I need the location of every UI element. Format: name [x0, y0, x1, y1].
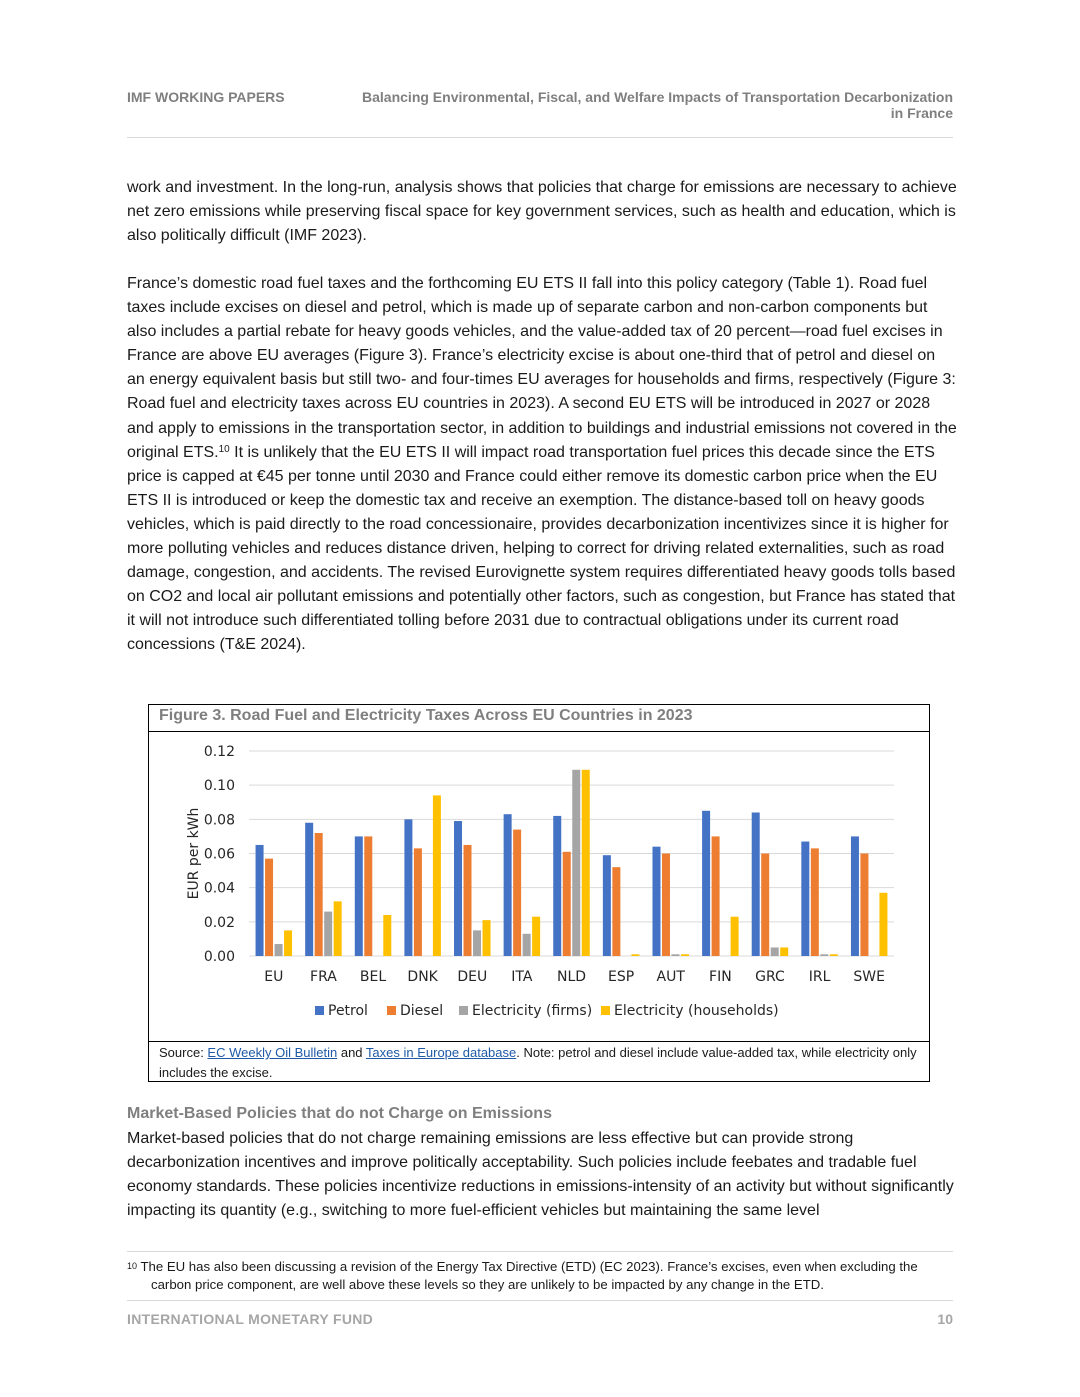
bar-eu-electricity-households — [284, 930, 292, 956]
bar-aut-petrol — [652, 847, 660, 956]
bar-grc-petrol — [752, 813, 760, 957]
bar-dnk-petrol — [404, 819, 412, 956]
x-tick-label: ITA — [511, 969, 533, 985]
running-header-series: IMF WORKING PAPERS — [127, 89, 285, 105]
x-tick-label: DEU — [457, 969, 488, 985]
legend-swatch — [387, 1006, 396, 1015]
legend-label: Electricity (households) — [614, 1003, 779, 1019]
bar-aut-electricity-firms — [671, 954, 679, 956]
source-link-taxes-database[interactable]: Taxes in Europe database — [365, 1045, 517, 1060]
figure-title: Figure 3. Road Fuel and Electricity Taxes Across EU Countries in 2023 — [149, 705, 929, 732]
bar-ita-electricity-firms — [523, 934, 531, 956]
x-tick-label: BEL — [359, 969, 387, 985]
bar-irl-diesel — [811, 848, 819, 956]
bar-nld-petrol — [553, 816, 561, 956]
y-tick-label: 0.10 — [203, 778, 235, 795]
header-divider — [127, 137, 953, 138]
x-tick-label: DNK — [407, 969, 438, 985]
paragraph-2-part-b: It is unlikely that the EU ETS II will impact road transportation fuel prices this decade since the ETS price is capped at €45 per tonne until 2030 and France could either remove its domestic carbon price when the EU ETS II is introduced or keep the domestic tax and receive an exemption. The distance-based toll on heavy goods vehicles, which is paid directly to the road concessionaire, provides decarbonization incentivizes since it is higher for more polluting vehicles and reduces distance driven, helping to correct for driving related externalities, such as road damage, congestion, and accidents. The revised Eurovignette system requires differentiated heavy goods tolls based on CO2 and local air pollutant emissions and potentially other factors, such as congestion, but France has stated that it will not introduce such differentiated tolling before 2031 due to contractual obligations under its current road concessions (T&E 2024). — [127, 443, 956, 654]
bar-chart — [149, 732, 929, 1040]
bar-swe-diesel — [860, 854, 868, 957]
paragraph-2 — [127, 272, 957, 658]
page-number: 10 — [937, 1311, 953, 1327]
legend-swatch — [601, 1006, 610, 1015]
bar-eu-petrol — [256, 845, 264, 956]
y-tick-label: 0.12 — [203, 744, 235, 760]
bar-ita-electricity-households — [532, 917, 540, 956]
x-tick-label: ESP — [608, 969, 635, 985]
bar-swe-petrol — [851, 836, 859, 956]
source-note: . Note: petrol and diesel include value-added tax, while electricity only includes the excise. — [159, 1045, 917, 1080]
y-tick-label: 0.00 — [203, 949, 235, 965]
bar-bel-electricity-households — [383, 915, 391, 956]
figure-source — [149, 1041, 929, 1082]
bar-nld-diesel — [563, 852, 571, 956]
running-header-title — [333, 89, 953, 121]
footer-publisher: INTERNATIONAL MONETARY FUND — [127, 1311, 374, 1327]
bar-deu-petrol — [454, 821, 462, 956]
footnote-divider — [127, 1251, 953, 1252]
legend-label: Petrol — [328, 1003, 368, 1019]
y-tick-label: 0.08 — [203, 812, 235, 829]
section-heading: Market-Based Policies that do not Charge on Emissions — [127, 1105, 552, 1122]
bar-fra-petrol — [305, 823, 313, 956]
x-tick-label: FRA — [310, 969, 337, 985]
bar-swe-electricity-households — [879, 893, 887, 956]
bar-aut-electricity-households — [681, 954, 689, 956]
bar-esp-diesel — [612, 867, 620, 956]
y-tick-label: 0.06 — [203, 846, 235, 863]
bar-fra-diesel — [315, 833, 323, 956]
bar-nld-electricity-households — [582, 770, 590, 956]
running-header-title-line2: in France — [890, 105, 953, 121]
x-tick-label: EU — [264, 969, 284, 985]
bar-deu-electricity-households — [483, 920, 491, 956]
bar-irl-petrol — [801, 842, 809, 956]
source-and: and — [337, 1045, 366, 1060]
bar-grc-electricity-households — [780, 947, 788, 956]
x-tick-label: NLD — [556, 969, 587, 985]
bar-bel-petrol — [355, 836, 363, 956]
bar-irl-electricity-households — [830, 954, 838, 956]
bar-ita-petrol — [504, 814, 512, 956]
y-tick-label: 0.04 — [203, 880, 235, 897]
x-tick-label: AUT — [656, 969, 685, 985]
x-tick-label: GRC — [755, 969, 785, 985]
bar-aut-diesel — [662, 854, 670, 957]
bar-deu-diesel — [464, 845, 472, 956]
running-header-title-line1: Balancing Environmental, Fiscal, and Welfare Impacts of Transportation Decarbonization — [362, 89, 953, 105]
bar-nld-electricity-firms — [572, 770, 580, 956]
footer-divider — [127, 1300, 953, 1301]
bar-grc-diesel — [761, 854, 769, 957]
bar-fra-electricity-firms — [324, 912, 332, 956]
footnote-10 — [127, 1258, 957, 1293]
figure-3 — [148, 704, 930, 1082]
bar-grc-electricity-firms — [771, 947, 779, 956]
bar-ita-diesel — [513, 830, 521, 956]
x-tick-label: SWE — [853, 969, 885, 985]
y-tick-label: 0.02 — [203, 914, 235, 931]
bar-eu-diesel — [265, 859, 273, 956]
legend-label: Diesel — [400, 1003, 444, 1019]
legend-swatch — [459, 1006, 468, 1015]
bar-esp-electricity-households — [631, 954, 639, 956]
paragraph-3: Market-based policies that do not charge remaining emissions are less effective but can provide strong decarbonization incentives and improve politically acceptability. Such policies include feebates and tradable fuel economy standards. These policies incentivize reductions in emissions-intensity of an activity but without significantly impacting its quantity (e.g., switching to more fuel-efficient vehicles but maintaining the same level — [127, 1130, 954, 1220]
bar-bel-diesel — [364, 836, 372, 956]
bar-irl-electricity-firms — [820, 954, 828, 956]
legend-swatch — [315, 1006, 324, 1015]
legend-label: Electricity (firms) — [472, 1003, 593, 1019]
y-axis-label: EUR per kWh — [186, 807, 202, 900]
source-prefix: Source: — [159, 1045, 208, 1060]
footnote-number: 10 — [127, 1261, 138, 1271]
bar-fin-diesel — [712, 836, 720, 956]
bar-fin-petrol — [702, 811, 710, 956]
bar-dnk-electricity-households — [433, 795, 441, 956]
paragraph-2-part-a: France’s domestic road fuel taxes and the forthcoming EU ETS II fall into this policy category (Table 1). Road fuel taxes include excises on diesel and petrol, which is made up of separate carbon and non-carbon components but also includes a partial rebate for heavy goods vehicles, and the value-added tax of 20 percent—road fuel excises in France are above EU averages (Figure 3). France’s electricity excise is about one-third that of petrol and diesel on an energy equivalent basis but still two- and four-times EU averages for households and firms, respectively (Figure 3: Road fuel and electricity taxes across EU countries in 2023). A second EU ETS will be introduced in 2027 or 2028 and apply to emissions in the transportation sector, in addition to buildings and industrial emissions not covered in the original ETS. — [127, 275, 957, 461]
bar-fra-electricity-households — [334, 901, 342, 956]
paragraph-1: work and investment. In the long-run, analysis shows that policies that charge for emissions are necessary to achieve net zero emissions while preserving fiscal space for key government services, such as health and education, which is also politically difficult (IMF 2023). — [127, 179, 957, 245]
footnote-ref-10[interactable]: 10 — [218, 443, 230, 455]
source-link-oil-bulletin[interactable]: EC Weekly Oil Bulletin — [207, 1045, 338, 1060]
footnote-text: The EU has also been discussing a revision of the Energy Tax Directive (ETD) (EC 2023). France’s excises, even when excluding the carbon price component, are well above these levels so they are unlikely to be impacted by any change in the ETD. — [137, 1259, 918, 1292]
bar-dnk-diesel — [414, 848, 422, 956]
bar-fin-electricity-households — [731, 917, 739, 956]
bar-eu-electricity-firms — [275, 944, 283, 956]
x-tick-label: IRL — [808, 969, 831, 985]
bar-deu-electricity-firms — [473, 930, 481, 956]
x-tick-label: FIN — [709, 969, 732, 985]
bar-esp-petrol — [603, 855, 611, 956]
